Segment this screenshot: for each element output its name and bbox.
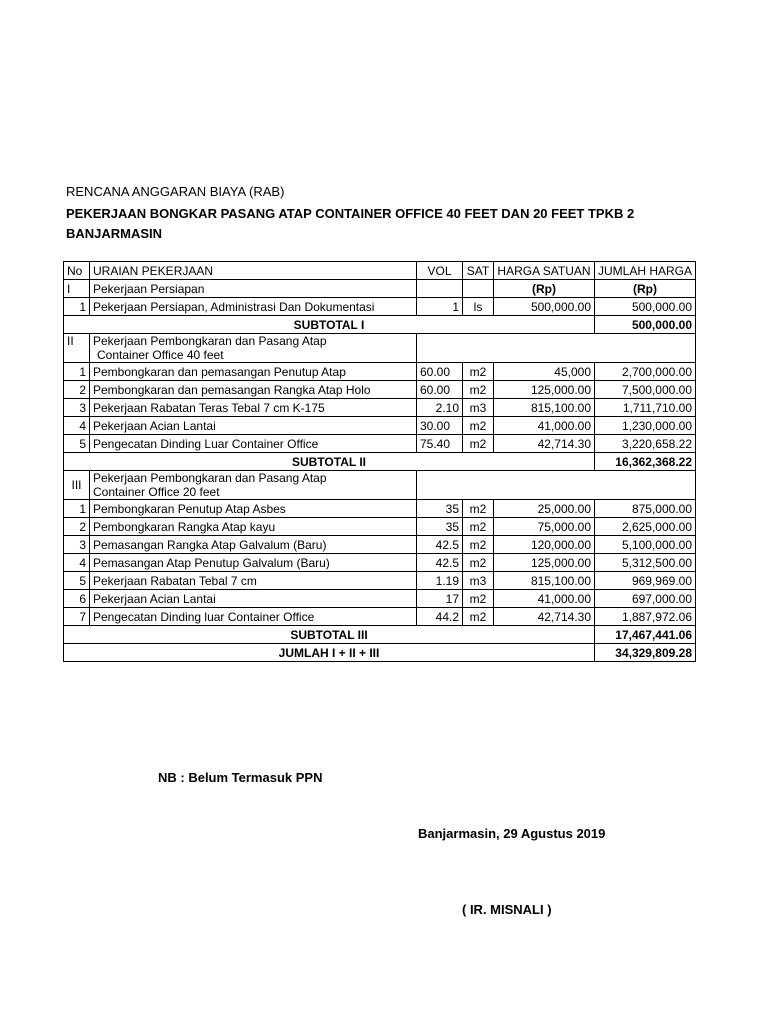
section-header-row (64, 280, 696, 298)
row-no: 2 (64, 518, 90, 536)
row-jumlah: 5,100,000.00 (595, 536, 696, 554)
table-row (64, 536, 696, 554)
section-title-line2: Container Office 20 feet (93, 485, 220, 499)
grand-total-value: 34,329,809.28 (595, 644, 696, 662)
subtotal-value: 16,362,368.22 (595, 453, 696, 471)
row-sat: m2 (463, 435, 494, 453)
table-row (64, 417, 696, 435)
section-title-line2: Container Office 40 feet (97, 348, 224, 362)
section-number: III (64, 471, 90, 500)
row-uraian: Pembongkaran Rangka Atap kayu (90, 518, 417, 536)
row-vol: 17 (417, 590, 463, 608)
table-row (64, 554, 696, 572)
table-row (64, 298, 696, 316)
row-harga: 42,714.30 (494, 608, 595, 626)
row-no: 1 (64, 363, 90, 381)
document-location: BANJARMASIN (66, 226, 163, 241)
row-harga: 120,000.00 (494, 536, 595, 554)
table-row (64, 381, 696, 399)
row-no: 3 (64, 399, 90, 417)
row-no: 2 (64, 381, 90, 399)
row-sat: m3 (463, 572, 494, 590)
row-uraian: Pekerjaan Acian Lantai (90, 417, 417, 435)
row-uraian: Pengecatan Dinding Luar Container Office (90, 435, 417, 453)
table-row (64, 608, 696, 626)
row-sat: m2 (463, 608, 494, 626)
section-number: I (64, 280, 90, 298)
row-sat: m2 (463, 590, 494, 608)
table-row (64, 572, 696, 590)
row-vol: 35 (417, 500, 463, 518)
row-jumlah: 1,711,710.00 (595, 399, 696, 417)
subtotal-row (64, 626, 696, 644)
row-vol: 2.10 (417, 399, 463, 417)
subtotal-label: SUBTOTAL III (64, 626, 595, 644)
table-row (64, 435, 696, 453)
row-sat: m2 (463, 500, 494, 518)
row-sat: m2 (463, 381, 494, 399)
row-jumlah: 2,625,000.00 (595, 518, 696, 536)
subtotal-label: SUBTOTAL I (64, 316, 595, 334)
row-no: 6 (64, 590, 90, 608)
row-uraian: Pemasangan Rangka Atap Galvalum (Baru) (90, 536, 417, 554)
section-title (90, 471, 417, 500)
row-uraian: Pembongkaran dan pemasangan Rangka Atap Holo (90, 381, 417, 399)
row-uraian: Pembongkaran Penutup Atap Asbes (90, 500, 417, 518)
row-sat: m3 (463, 399, 494, 417)
harga-unit-label: (Rp) (494, 280, 595, 298)
subtotal-value: 17,467,441.06 (595, 626, 696, 644)
col-header-harga: HARGA SATUAN (494, 262, 595, 280)
table-header-row (64, 262, 696, 280)
row-jumlah: 1,887,972.06 (595, 608, 696, 626)
row-jumlah: 2,700,000.00 (595, 363, 696, 381)
row-vol: 75.40 (417, 435, 463, 453)
table-row (64, 590, 696, 608)
row-harga: 815,100.00 (494, 572, 595, 590)
col-header-no: No (64, 262, 90, 280)
col-header-sat: SAT (463, 262, 494, 280)
row-harga: 41,000.00 (494, 590, 595, 608)
row-uraian: Pemasangan Atap Penutup Galvalum (Baru) (90, 554, 417, 572)
row-jumlah: 3,220,658.22 (595, 435, 696, 453)
row-harga: 125,000.00 (494, 554, 595, 572)
row-sat: m2 (463, 518, 494, 536)
row-jumlah: 697,000.00 (595, 590, 696, 608)
row-vol: 60.00 (417, 381, 463, 399)
row-no: 4 (64, 417, 90, 435)
row-sat: m2 (463, 536, 494, 554)
row-jumlah: 875,000.00 (595, 500, 696, 518)
row-sat: m2 (463, 554, 494, 572)
row-sat: ls (463, 298, 494, 316)
row-uraian: Pekerjaan Acian Lantai (90, 590, 417, 608)
row-harga: 42,714.30 (494, 435, 595, 453)
section-header-row (64, 471, 696, 500)
row-jumlah: 5,312,500.00 (595, 554, 696, 572)
table-row (64, 500, 696, 518)
row-vol: 1 (417, 298, 463, 316)
row-harga: 41,000.00 (494, 417, 595, 435)
row-vol: 60.00 (417, 363, 463, 381)
tax-note: NB : Belum Termasuk PPN (158, 770, 323, 785)
row-no: 1 (64, 500, 90, 518)
row-uraian: Pembongkaran dan pemasangan Penutup Atap (90, 363, 417, 381)
row-harga: 45,000 (494, 363, 595, 381)
row-sat: m2 (463, 417, 494, 435)
subtotal-label: SUBTOTAL II (64, 453, 595, 471)
col-header-jumlah: JUMLAH HARGA (595, 262, 696, 280)
grand-total-row (64, 644, 696, 662)
row-sat: m2 (463, 363, 494, 381)
signatory-name: ( IR. MISNALI ) (462, 902, 552, 917)
row-uraian: Pekerjaan Rabatan Teras Tebal 7 cm K-175 (90, 399, 417, 417)
row-vol: 30.00 (417, 417, 463, 435)
row-no: 3 (64, 536, 90, 554)
col-header-vol: VOL (417, 262, 463, 280)
row-harga: 25,000.00 (494, 500, 595, 518)
row-harga: 815,100.00 (494, 399, 595, 417)
row-jumlah: 7,500,000.00 (595, 381, 696, 399)
table-row (64, 518, 696, 536)
row-uraian: Pekerjaan Persiapan, Administrasi Dan Dokumentasi (90, 298, 417, 316)
row-vol: 35 (417, 518, 463, 536)
jumlah-unit-label: (Rp) (595, 280, 696, 298)
section-title-line1: Pekerjaan Pembongkaran dan Pasang Atap (93, 334, 327, 348)
subtotal-row (64, 316, 696, 334)
row-vol: 1.19 (417, 572, 463, 590)
rab-table (63, 261, 696, 662)
place-date: Banjarmasin, 29 Agustus 2019 (418, 826, 606, 841)
table-row (64, 363, 696, 381)
row-uraian: Pengecatan Dinding luar Container Office (90, 608, 417, 626)
section-title-line1: Pekerjaan Pembongkaran dan Pasang Atap (93, 471, 327, 485)
subtotal-value: 500,000.00 (595, 316, 696, 334)
row-jumlah: 969,969.00 (595, 572, 696, 590)
row-uraian: Pekerjaan Rabatan Tebal 7 cm (90, 572, 417, 590)
section-number: II (64, 334, 90, 363)
document-title: RENCANA ANGGARAN BIAYA (RAB) (66, 184, 285, 199)
row-no: 7 (64, 608, 90, 626)
section-title (90, 334, 417, 363)
row-harga: 500,000.00 (494, 298, 595, 316)
col-header-uraian: URAIAN PEKERJAAN (90, 262, 417, 280)
row-vol: 42.5 (417, 554, 463, 572)
row-no: 5 (64, 572, 90, 590)
section-title: Pekerjaan Persiapan (90, 280, 417, 298)
row-no: 5 (64, 435, 90, 453)
row-vol: 44.2 (417, 608, 463, 626)
row-vol: 42.5 (417, 536, 463, 554)
document-subtitle: PEKERJAAN BONGKAR PASANG ATAP CONTAINER OFFICE 40 FEET DAN 20 FEET TPKB 2 (66, 206, 635, 221)
table-row (64, 399, 696, 417)
row-no: 4 (64, 554, 90, 572)
row-harga: 75,000.00 (494, 518, 595, 536)
row-jumlah: 1,230,000.00 (595, 417, 696, 435)
grand-total-label: JUMLAH I + II + III (64, 644, 595, 662)
row-no: 1 (64, 298, 90, 316)
row-jumlah: 500,000.00 (595, 298, 696, 316)
section-header-row (64, 334, 696, 363)
subtotal-row (64, 453, 696, 471)
row-harga: 125,000.00 (494, 381, 595, 399)
